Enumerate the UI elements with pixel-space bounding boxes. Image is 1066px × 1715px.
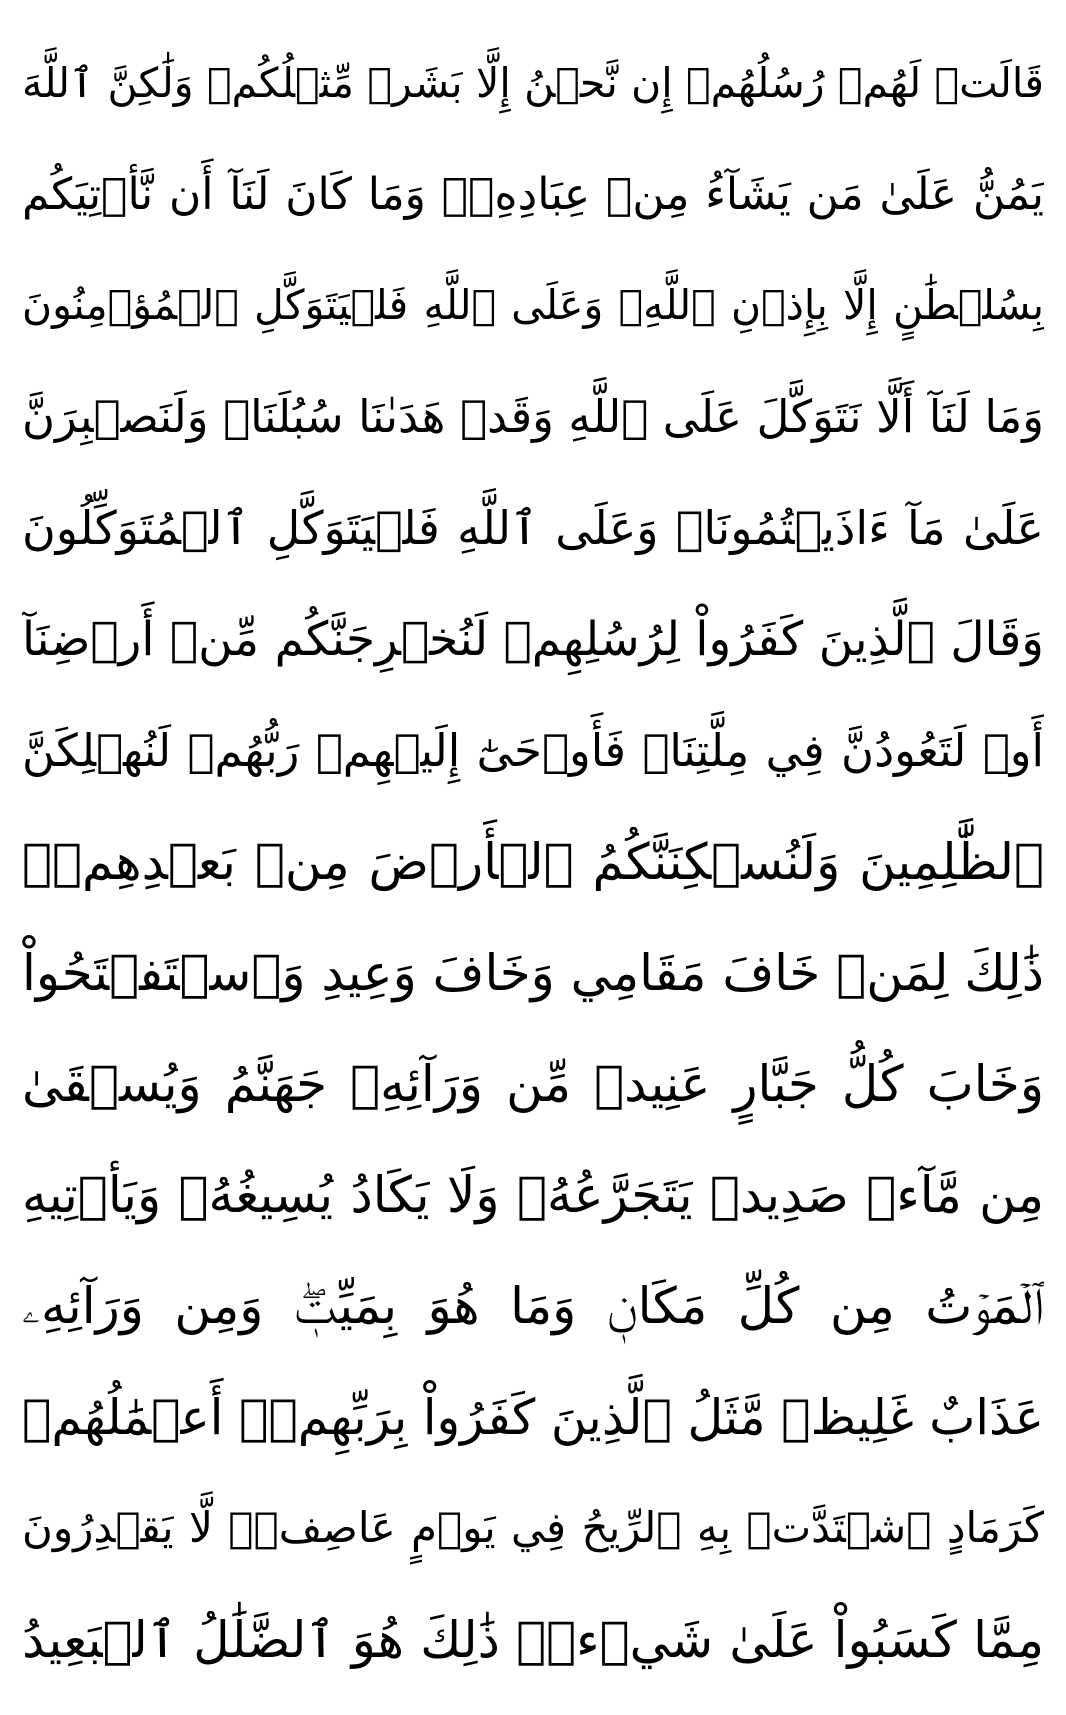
line-text: عَذَابٌ غَلِيظٞ مَّثَلُ ٱلَّذِينَ كَفَرُواْ بِرَبِّهِمۡۖ أَعۡمَٰلُهُمۡ	[22, 1388, 1044, 1446]
text-line-13	[22, 1362, 1044, 1473]
line-text: مِن مَّآءٖ صَدِيدٖ يَتَجَرَّعُهُۥ وَلَا يَكَادُ يُسِيغُهُۥ وَيَأۡتِيهِ	[22, 1165, 1044, 1224]
text-line-12	[22, 1251, 1044, 1362]
text-line-8	[22, 806, 1044, 917]
line-text: ٱلظَّٰلِمِينَ وَلَنُسۡكِنَنَّكُمُ ٱلۡأَرۡضَ مِنۢ بَعۡدِهِمۡۚ	[22, 832, 1044, 891]
text-line-1	[22, 28, 1044, 139]
line-text: عَلَىٰ مَآ ءَاذَيۡتُمُونَاۚ وَعَلَى ٱللَّهِ فَلۡيَتَوَكَّلِ ٱلۡمُتَوَكِّلُونَ	[22, 501, 1044, 556]
line-text: مِمَّا كَسَبُواْ عَلَىٰ شَيۡءٖۚ ذَٰلِكَ هُوَ ٱلضَّلَٰلُ ٱلۡبَعِيدُ	[22, 1610, 1044, 1669]
line-text: وَمَا لَنَآ أَلَّا نَتَوَكَّلَ عَلَى ٱللَّهِ وَقَدۡ هَدَىٰنَا سُبُلَنَاۚ وَلَنَصۡبِرَنَّ	[22, 390, 1044, 444]
text-line-9	[22, 917, 1044, 1028]
text-line-3	[22, 250, 1044, 361]
text-line-4	[22, 361, 1044, 472]
line-text: أَوۡ لَتَعُودُنَّ فِي مِلَّتِنَاۖ فَأَوۡحَىٰٓ إِلَيۡهِمۡ رَبُّهُمۡ لَنُهۡلِكَنَّ	[22, 723, 1044, 777]
text-line-10	[22, 1028, 1044, 1139]
line-text: قَالَتۡ لَهُمۡ رُسُلُهُمۡ إِن نَّحۡنُ إِلَّا بَشَرٞ مِّثۡلُكُمۡ وَلَٰكِنَّ ٱللَّهَ	[22, 59, 1044, 108]
text-lines	[22, 28, 1044, 1695]
text-line-5	[22, 473, 1044, 584]
text-line-15	[22, 1584, 1044, 1695]
line-text: وَخَابَ كُلُّ جَبَّارٍ عَنِيدٖ مِّن وَرَآئِهِۦ جَهَنَّمُ وَيُسۡقَىٰ	[22, 1054, 1044, 1113]
line-text: ٱلۡمَوۡتُ مِن كُلِّ مَكَانٖ وَمَا هُوَ بِمَيِّتٖۖ وَمِن وَرَآئِهِۦ	[22, 1277, 1044, 1336]
line-text: يَمُنُّ عَلَىٰ مَن يَشَآءُ مِنۡ عِبَادِهِۦۖ وَمَا كَانَ لَنَآ أَن نَّأۡتِيَكُم	[22, 168, 1044, 220]
text-line-2	[22, 139, 1044, 250]
text-line-7	[22, 695, 1044, 806]
line-text: وَقَالَ ٱلَّذِينَ كَفَرُواْ لِرُسُلِهِمۡ لَنُخۡرِجَنَّكُم مِّنۡ أَرۡضِنَآ	[22, 611, 1044, 667]
line-text: بِسُلۡطَٰنٍ إِلَّا بِإِذۡنِ ٱللَّهِۚ وَعَلَى ٱللَّهِ فَلۡيَتَوَكَّلِ ٱلۡمُؤۡمِنُونَ	[22, 281, 1044, 330]
text-line-14	[22, 1473, 1044, 1584]
line-text: ذَٰلِكَ لِمَنۡ خَافَ مَقَامِي وَخَافَ وَعِيدِ وَٱسۡتَفۡتَحُواْ	[22, 943, 1044, 1002]
text-line-6	[22, 584, 1044, 695]
text-line-11	[22, 1139, 1044, 1250]
line-text: كَرَمَادٍ ٱشۡتَدَّتۡ بِهِ ٱلرِّيحُ فِي يَوۡمٍ عَاصِفٖۖ لَّا يَقۡدِرُونَ	[22, 1503, 1044, 1553]
